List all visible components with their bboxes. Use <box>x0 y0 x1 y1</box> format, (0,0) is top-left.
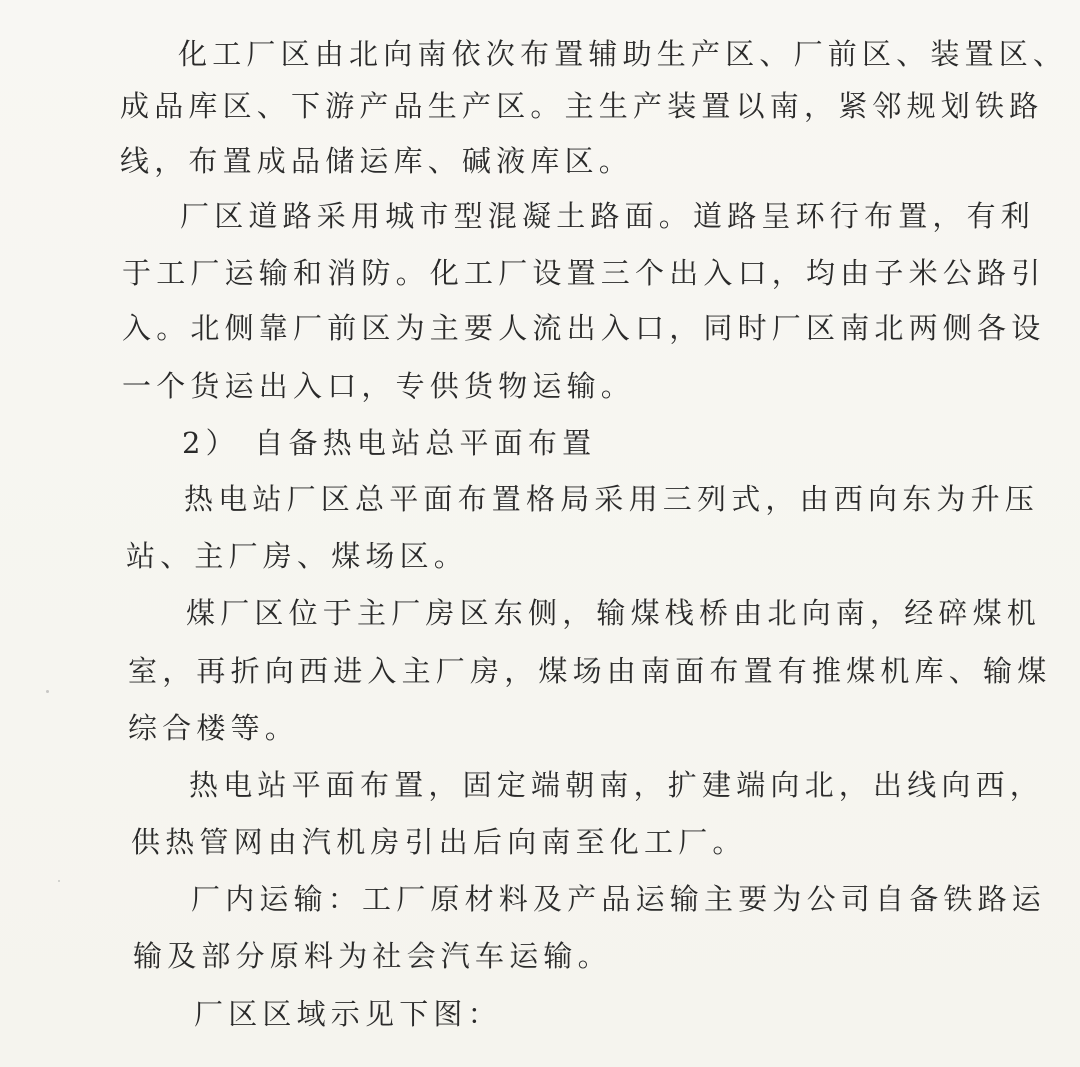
paragraph-line: 热电站平面布置，固定端朝南，扩建端向北，出线向西， <box>189 768 1045 802</box>
paragraph-line: 线，布置成品储运库、碱液库区。 <box>120 144 634 178</box>
paper-speck <box>58 880 60 882</box>
paragraph-line: 室，再折向西进入主厂房，煤场由南面布置有推煤机库、输煤 <box>128 654 1052 688</box>
paragraph-line: 热电站厂区总平面布置格局采用三列式，由西向东为升压 <box>184 482 1040 516</box>
paragraph-line: 入。北侧靠厂前区为主要人流出入口，同时厂区南北两侧各设 <box>122 311 1046 345</box>
paragraph-line: 厂内运输：工厂原材料及产品运输主要为公司自备铁路运 <box>191 882 1047 916</box>
paragraph-line: 于工厂运输和消防。化工厂设置三个出入口，均由子米公路引 <box>122 256 1046 290</box>
paragraph-line: 供热管网由汽机房引出后向南至化工厂。 <box>131 825 747 859</box>
paragraph-line: 化工厂区由北向南依次布置辅助生产区、厂前区、装置区、 <box>178 37 1068 71</box>
paragraph-line: 厂区区域示见下图： <box>194 997 502 1031</box>
paragraph-line: 煤厂区位于主厂房区东侧，输煤栈桥由北向南，经碎煤机 <box>186 596 1042 630</box>
paragraph-line: 输及部分原料为社会汽车运输。 <box>133 939 612 973</box>
paragraph-line: 站、主厂房、煤场区。 <box>126 539 469 573</box>
paragraph-line: 厂区道路采用城市型混凝土路面。道路呈环行布置，有利 <box>180 199 1036 233</box>
section-heading: 2） 自备热电站总平面布置 <box>182 426 597 460</box>
paragraph-line: 成品库区、下游产品生产区。主生产装置以南，紧邻规划铁路 <box>120 89 1044 123</box>
paragraph-line: 一个货运出入口，专供货物运输。 <box>122 369 636 403</box>
paper-speck <box>46 690 49 693</box>
paragraph-line: 综合楼等。 <box>128 711 300 745</box>
